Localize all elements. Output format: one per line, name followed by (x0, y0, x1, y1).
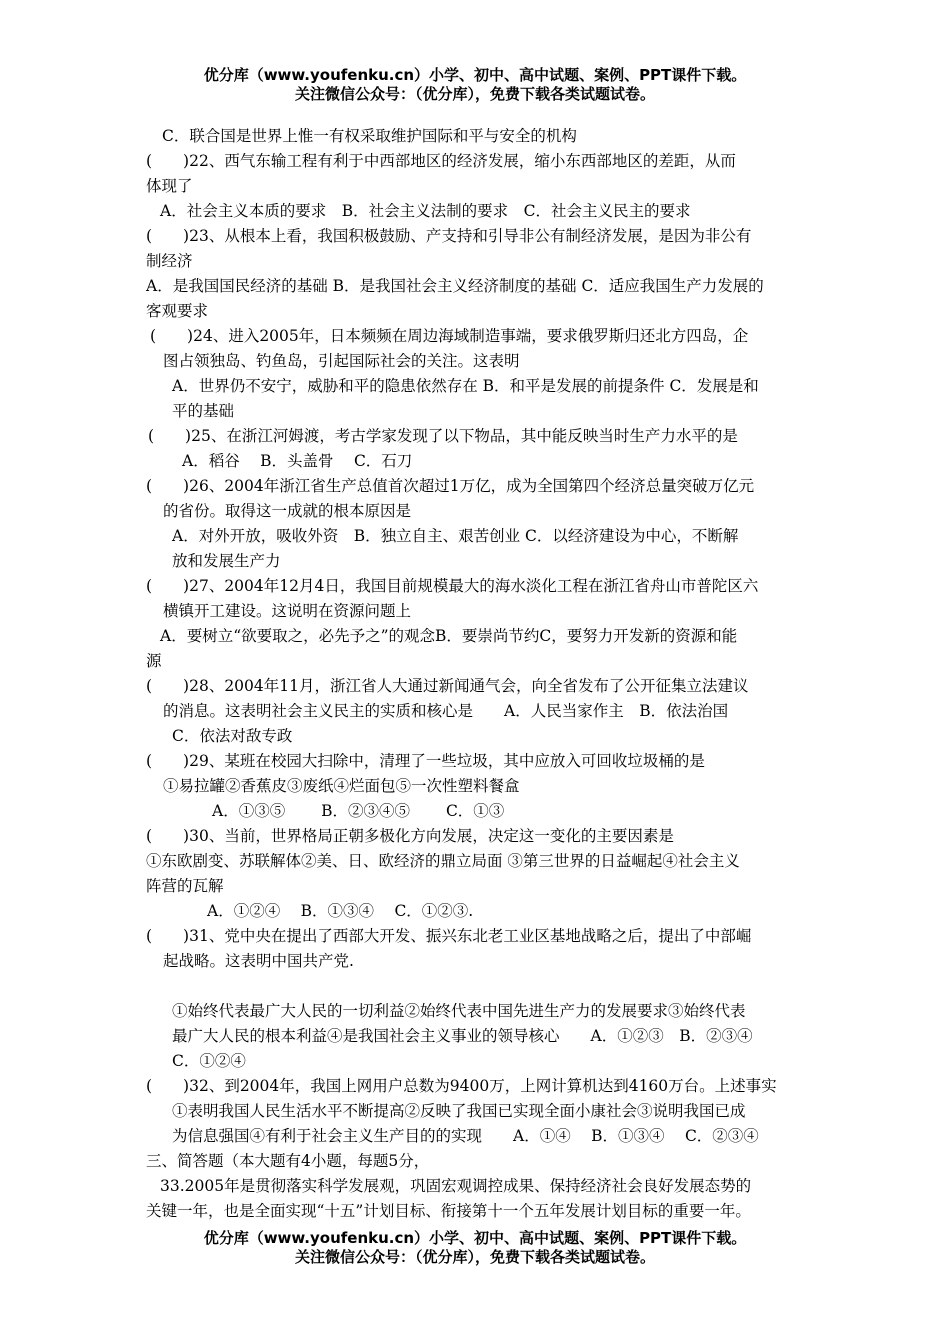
options-31: 最广大人民的根本利益④是我国社会主义事业的领导核心 A．①②③ B．②③④ (172, 1027, 753, 1045)
question-30: ( )30、当前，世界格局正朝多极化方向发展，决定这一变化的主要因素是 (146, 827, 674, 845)
options-30: A．①②④ B．①③④ C．①②③. (207, 902, 474, 920)
question-24: ( )24、进入2005年，日本频频在周边海域制造事端，要求俄罗斯归还北方四岛，企 (150, 327, 749, 345)
text-line: 关键一年，也是全面实现“十五”计划目标、衔接第十一个五年发展计划目标的重要一年。 (146, 1202, 751, 1220)
text-line: 源 (146, 652, 162, 670)
question-26: ( )26、2004年浙江省生产总值首次超过1万亿，成为全国第四个经济总量突破万亿元 (146, 477, 755, 495)
question-23: ( )23、从根本上看，我国积极鼓励、产支持和引导非公有制经济发展，是因为非公有 (146, 227, 752, 245)
text-line: 的省份。取得这一成就的根本原因是 (163, 502, 412, 520)
options-23: A．是我国国民经济的基础 B．是我国社会主义经济制度的基础 C．适应我国生产力发展的 (146, 277, 764, 295)
text-line: C．①②④ (172, 1052, 246, 1070)
options-24: A．世界仍不安宁，威胁和平的隐患依然存在 B．和平是发展的前提条件 C．发展是和 (172, 377, 759, 395)
footer-line-1: 优分库（www.youfenku.cn）小学、初中、高中试题、案例、PPT课件下载。 (203, 1229, 747, 1247)
text-line: C．联合国是世界上惟一有权采取维护国际和平与安全的机构 (162, 127, 577, 145)
options-26: A．对外开放，吸收外资 B．独立自主、艰苦创业 C．以经济建设为中心，不断解 (172, 527, 739, 545)
section-heading: 三、简答题（本大题有4小题，每题5分， (146, 1152, 430, 1170)
text-line: 的消息。这表明社会主义民主的实质和核心是 A．人民当家作主 B．依法治国 (163, 702, 729, 720)
text-line: 图占领独岛、钓鱼岛，引起国际社会的关注。这表明 (163, 352, 520, 370)
question-33: 33.2005年是贯彻落实科学发展观，巩固宏观调控成果、保持经济社会良好发展态势的 (160, 1177, 752, 1195)
options-29: A．①③⑤ B．②③④⑤ C．①③ (212, 802, 505, 820)
footer-line-2: 关注微信公众号：（优分库），免费下载各类试题试卷。 (294, 1248, 655, 1266)
page-footer (0, 1229, 950, 1267)
text-line: 客观要求 (146, 302, 209, 320)
text-line: ①东欧剧变、苏联解体②美、日、欧经济的鼎立局面 ③第三世界的日益崛起④社会主义 (146, 852, 740, 870)
options-25: A．稻谷 B．头盖骨 C．石刀 (182, 452, 413, 470)
question-27: ( )27、2004年12月4日，我国目前规模最大的海水淡化工程在浙江省舟山市普陀区六 (146, 577, 759, 595)
options-32: 为信息强国④有利于社会主义生产目的的实现 A．①④ B．①③④ C．②③④ (172, 1127, 759, 1145)
text-line: 阵营的瓦解 (146, 877, 224, 895)
text-line: 起战略。这表明中国共产党. (163, 952, 354, 970)
text-line: 制经济 (146, 252, 193, 270)
question-25: ( )25、在浙江河姆渡，考古学家发现了以下物品，其中能反映当时生产力水平的是 (148, 427, 738, 445)
text-line: 平的基础 (172, 402, 235, 420)
text-line: 放和发展生产力 (172, 552, 281, 570)
question-28: ( )28、2004年11月，浙江省人大通过新闻通气会，向全省发布了公开征集立法建议 (146, 677, 749, 695)
header-line-2: 关注微信公众号：（优分库），免费下载各类试题试卷。 (294, 85, 655, 103)
options-22: A．社会主义本质的要求 B．社会主义法制的要求 C．社会主义民主的要求 (160, 202, 691, 220)
question-29: ( )29、某班在校园大扫除中，清理了一些垃圾，其中应放入可回收垃圾桶的是 (146, 752, 705, 770)
question-32: ( )32、到2004年，我国上网用户总数为9400万，上网计算机达到4160万台。上述事实 (146, 1077, 777, 1095)
page-header (0, 66, 950, 104)
text-line: 横镇开工建设。这说明在资源问题上 (163, 602, 412, 620)
text-line: ①始终代表最广大人民的一切利益②始终代表中国先进生产力的发展要求③始终代表 (172, 1002, 746, 1020)
question-31: ( )31、党中央在提出了西部大开发、振兴东北老工业区基地战略之后，提出了中部崛 (146, 927, 752, 945)
header-line-1: 优分库（www.youfenku.cn）小学、初中、高中试题、案例、PPT课件下载。 (203, 66, 747, 84)
text-line: C．依法对敌专政 (172, 727, 293, 745)
text-line: 体现了 (146, 177, 193, 195)
question-22: ( )22、西气东输工程有利于中西部地区的经济发展，缩小东西部地区的差距，从而 (146, 152, 736, 170)
options-27: A．要树立“欲要取之，必先予之”的观念B．要崇尚节约C，要努力开发新的资源和能 (160, 627, 738, 645)
text-line: ①表明我国人民生活水平不断提高②反映了我国已实现全面小康社会③说明我国已成 (172, 1102, 746, 1120)
text-line: ①易拉罐②香蕉皮③废纸④烂面包⑤一次性塑料餐盒 (163, 777, 520, 795)
